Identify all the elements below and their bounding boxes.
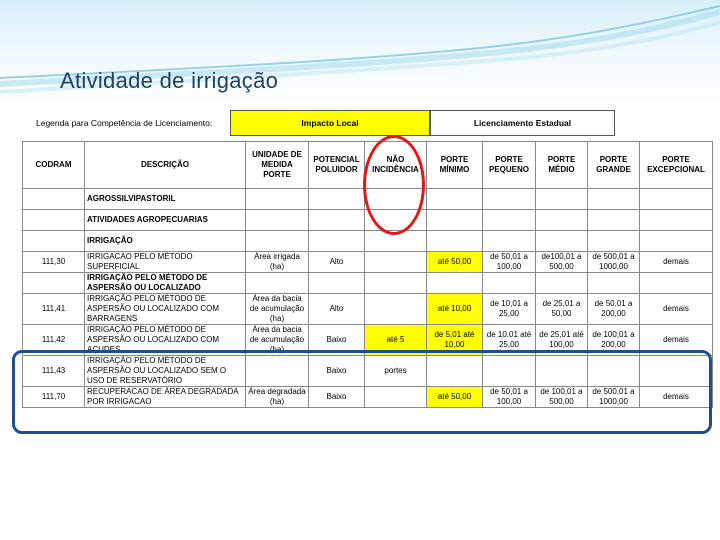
table-row [23,252,713,273]
cell-porte-excepcional: demais [640,387,713,408]
cell-porte-minimo [427,210,483,231]
cell-porte-pequeno [483,189,536,210]
cell-unidade: Área da bacia de acumulação (ha) [246,294,309,325]
legend-licenciamento-estadual: Licenciamento Estadual [430,110,615,136]
cell-unidade [246,210,309,231]
header-codram: CODRAM [23,142,85,189]
cell-porte-minimo: até 50,00 [427,387,483,408]
cell-porte-grande: de 50,01 a 200,00 [588,294,640,325]
cell-codram [23,189,85,210]
header-unidade: UNIDADE DE MEDIDA PORTE [246,142,309,189]
table-row [23,294,713,325]
cell-codram: 111,70 [23,387,85,408]
cell-unidade: Área irrigada (ha) [246,252,309,273]
cell-descricao: IRRIGACAO PELO MÉTODO SUPERFICIAL [85,252,246,273]
cell-porte-excepcional: demais [640,294,713,325]
cell-potencial [309,210,365,231]
cell-porte-grande: de 100,01 a 200,00 [588,325,640,356]
cell-nao-incidencia [365,294,427,325]
cell-porte-grande [588,189,640,210]
cell-potencial: Baixo [309,356,365,387]
cell-porte-grande [588,273,640,294]
cell-porte-medio: de 100,01 a 500,00 [536,387,588,408]
cell-unidade [246,231,309,252]
cell-descricao: IRRIGAÇÃO PELO MÉTODO DE ASPERSÃO OU LOCALIZADO COM BARRAGENS [85,294,246,325]
cell-porte-minimo: até 10,00 [427,294,483,325]
page-title: Atividade de irrigação [60,68,279,93]
cell-porte-grande [588,231,640,252]
cell-porte-medio [536,273,588,294]
cell-porte-excepcional: demais [640,252,713,273]
cell-codram: 111,42 [23,325,85,356]
header-nao-incidencia: NÃO INCIDÊNCIA [365,142,427,189]
header-porte-medio: PORTE MÉDIO [536,142,588,189]
cell-descricao: RECUPERACAO DE ÁREA DEGRADADA POR IRRIGACAO [85,387,246,408]
cell-porte-pequeno [483,273,536,294]
cell-porte-pequeno: de 10,01 a 25,00 [483,294,536,325]
cell-potencial: Baixo [309,387,365,408]
cell-porte-grande: de 500,01 a 1000,00 [588,252,640,273]
cell-descricao: IRRIGAÇÃO PELO MÉTODO DE ASPERSÃO OU LOCALIZADO COM AÇUDES [85,325,246,356]
cell-potencial [309,189,365,210]
cell-porte-medio [536,189,588,210]
legend-impacto-local: Impacto Local [230,110,430,136]
cell-descricao: IRRIGAÇÃO [85,231,246,252]
cell-codram [23,231,85,252]
legend-label: Legenda para Competência de Licenciamento: [36,118,213,128]
cell-porte-pequeno: de 10.01 até 25,00 [483,325,536,356]
cell-porte-medio: de100,01 a 500,00 [536,252,588,273]
cell-codram [23,210,85,231]
cell-porte-medio: de 25,01 até 100,00 [536,325,588,356]
cell-descricao: ATIVIDADES AGROPECUARIAS [85,210,246,231]
cell-porte-minimo [427,189,483,210]
blue-rounded-frame-annotation [12,350,712,434]
cell-nao-incidencia: portes [365,356,427,387]
cell-porte-minimo: de 5,01 até 10,00 [427,325,483,356]
cell-descricao: IRRIGAÇÃO PELO MÉTODO DE ASPERSÃO OU LOCALIZADO [85,273,246,294]
cell-potencial: Baixo [309,325,365,356]
cell-unidade: Área degradada (ha) [246,387,309,408]
cell-porte-excepcional [640,210,713,231]
header-descricao: DESCRIÇÃO [85,142,246,189]
cell-potencial [309,231,365,252]
cell-codram: 111,43 [23,356,85,387]
header-porte-pequeno: PORTE PEQUENO [483,142,536,189]
cell-porte-medio [536,231,588,252]
header-porte-excepcional: PORTE EXCEPCIONAL [640,142,713,189]
cell-porte-pequeno: de 50,01 a 100,00 [483,252,536,273]
cell-porte-excepcional [640,273,713,294]
cell-porte-minimo [427,231,483,252]
cell-porte-medio: de 25,01 a 50,00 [536,294,588,325]
cell-porte-minimo: até 50,00 [427,252,483,273]
header-potencial: POTENCIAL POLUIDOR [309,142,365,189]
cell-porte-pequeno: de 50,01 a 100,00 [483,387,536,408]
cell-porte-pequeno [483,231,536,252]
header-porte-grande: PORTE GRANDE [588,142,640,189]
cell-codram: 111,30 [23,252,85,273]
cell-potencial: Alto [309,252,365,273]
cell-unidade [246,273,309,294]
cell-porte-medio [536,210,588,231]
cell-nao-incidencia [365,252,427,273]
cell-nao-incidencia: até 5 [365,325,427,356]
table-row [23,231,713,252]
footer-band [0,503,720,540]
cell-nao-incidencia [365,273,427,294]
header-porte-minimo: PORTE MÍNIMO [427,142,483,189]
cell-descricao: AGROSSILVIPASTORIL [85,189,246,210]
cell-potencial [309,273,365,294]
cell-unidade: Área da bacia de acumulação (ha) [246,325,309,356]
cell-unidade [246,189,309,210]
cell-porte-excepcional: demais [640,325,713,356]
cell-porte-excepcional [640,189,713,210]
cell-porte-minimo [427,273,483,294]
cell-descricao: IRRIGAÇÃO PELO MÉTODO DE ASPERSÃO OU LOCALIZADO SEM O USO DE RESERVATÓRIO [85,356,246,387]
table-row [23,273,713,294]
cell-codram [23,273,85,294]
cell-porte-grande: de 500,01 a 1000,00 [588,387,640,408]
cell-porte-grande [588,210,640,231]
red-circle-annotation [363,135,425,235]
cell-porte-excepcional [640,231,713,252]
cell-porte-pequeno [483,210,536,231]
slide-header [0,0,720,104]
cell-potencial: Alto [309,294,365,325]
cell-codram: 111,41 [23,294,85,325]
